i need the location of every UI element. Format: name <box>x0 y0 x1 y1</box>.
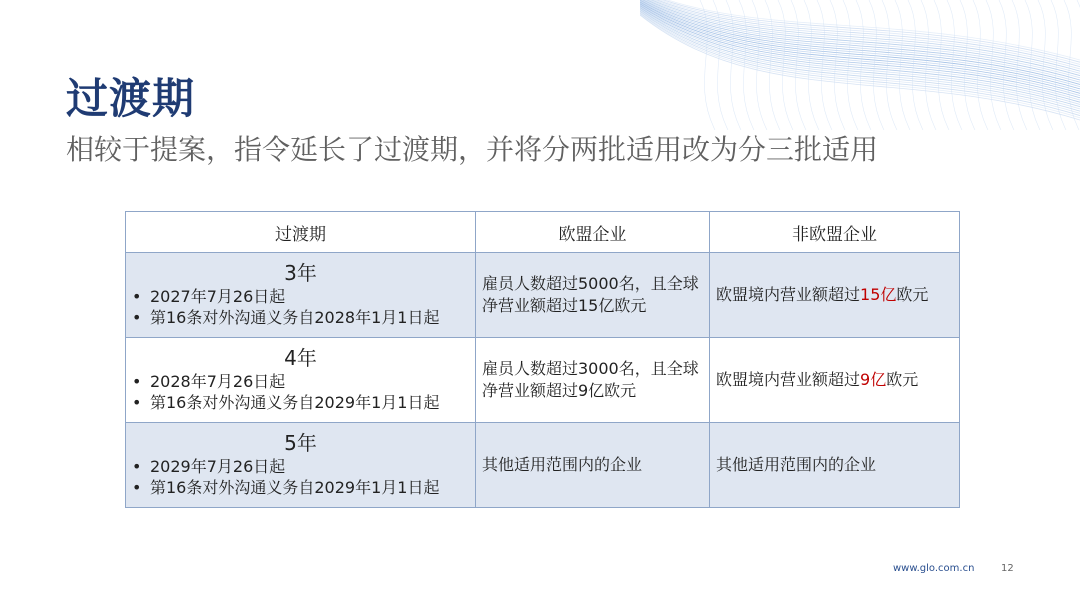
eu-cell <box>476 338 710 423</box>
period-bullet: • 第16条对外沟通义务自2029年1月1日起 <box>132 392 469 413</box>
eu-threshold: 雇员人数超过3000名，且全球净营业额超过9亿欧元 <box>482 359 699 400</box>
non-eu-threshold <box>716 284 953 306</box>
non-eu-threshold <box>716 369 953 391</box>
non-eu-threshold: 其他适用范围内的企业 <box>716 455 877 474</box>
header-eu: 欧盟企业 <box>476 212 710 253</box>
table-header-row <box>126 212 960 253</box>
slide-subtitle: 相较于提案，指令延长了过渡期，并将分两批适用改为分三批适用 <box>66 133 879 166</box>
period-bullet: • 2027年7月26日起 <box>132 286 469 307</box>
non-eu-cell <box>710 253 960 338</box>
table-row <box>126 253 960 338</box>
eu-cell <box>476 253 710 338</box>
transition-table <box>125 211 960 508</box>
table-row <box>126 338 960 423</box>
period-bullet: • 第16条对外沟通义务自2029年1月1日起 <box>132 477 469 498</box>
table-row <box>126 423 960 508</box>
period-bullet: • 2028年7月26日起 <box>132 371 469 392</box>
period-years: 4年 <box>284 346 317 370</box>
non-eu-suffix: 欧元 <box>896 285 929 304</box>
wave-decoration <box>640 0 1080 130</box>
non-eu-prefix: 欧盟境内营业额超过 <box>716 370 861 389</box>
period-years: 5年 <box>284 431 317 455</box>
non-eu-prefix: 欧盟境内营业额超过 <box>716 285 861 304</box>
period-cell <box>126 253 476 338</box>
non-eu-suffix: 欧元 <box>886 370 919 389</box>
slide-title: 过渡期 <box>66 74 196 123</box>
period-bullet: • 2029年7月26日起 <box>132 456 469 477</box>
period-cell <box>126 338 476 423</box>
non-eu-highlight: 9亿 <box>860 370 887 389</box>
period-cell <box>126 423 476 508</box>
eu-threshold: 雇员人数超过5000名，且全球净营业额超过15亿欧元 <box>482 274 699 315</box>
non-eu-cell <box>710 423 960 508</box>
header-period: 过渡期 <box>126 212 476 253</box>
page-number: 12 <box>1001 563 1014 574</box>
eu-cell <box>476 423 710 508</box>
period-years: 3年 <box>284 261 317 285</box>
header-non-eu: 非欧盟企业 <box>710 212 960 253</box>
non-eu-highlight: 15亿 <box>860 285 897 304</box>
non-eu-cell <box>710 338 960 423</box>
footer-url: www.glo.com.cn <box>893 563 975 574</box>
eu-threshold: 其他适用范围内的企业 <box>482 455 643 474</box>
period-bullet: • 第16条对外沟通义务自2028年1月1日起 <box>132 307 469 328</box>
